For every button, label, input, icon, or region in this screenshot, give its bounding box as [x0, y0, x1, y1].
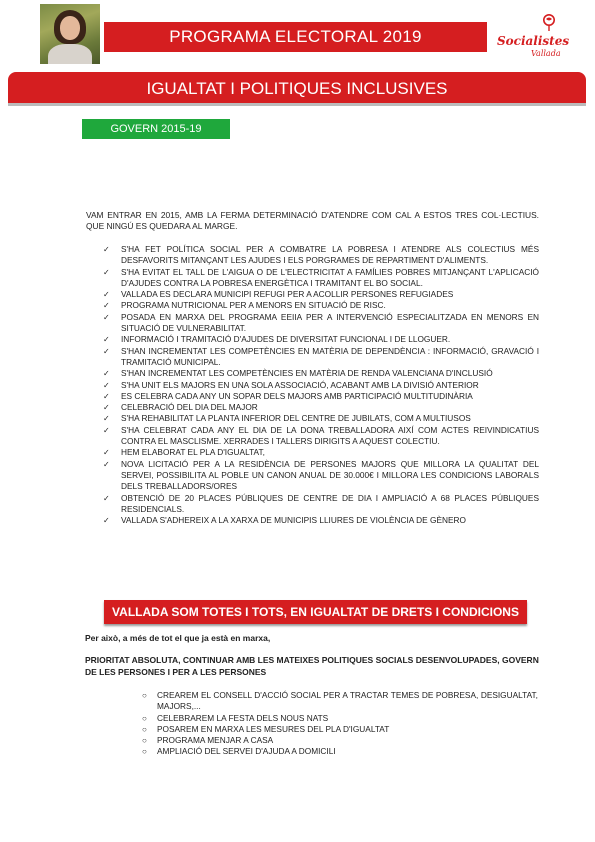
list-item-text: CELEBRAREM LA FESTA DELS NOUS NATS	[157, 712, 329, 723]
list-item-text: NOVA LICITACIÓ PER A LA RESIDÈNCIA DE PERSONES MAJORS QUE MILLORA LA QUALITAT DEL SERVEI, POSSIBILITA AL POBLE UN CANON ANUAL DE 30.000€ I MILLORA LES CONDICIONS LABORALS DELS TREBALLADORS/ORES	[121, 458, 539, 492]
check-icon: ✓	[103, 380, 110, 390]
intro-paragraph: VAM ENTRAR EN 2015, AMB LA FERMA DETERMINACIÓ D'ATENDRE COM CAL A ESTOS TRES COL·LECTIUS. QUE NINGÚ ES QUEDARA AL MARGE.	[86, 210, 539, 231]
list-item	[140, 724, 538, 735]
subsection-title: VALLADA SOM TOTES I TOTS, EN IGUALTAT DE DRETS I CONDICIONS	[104, 600, 527, 624]
circle-bullet-icon: ○	[142, 724, 147, 734]
list-item-text: S'HA FET POLÍTICA SOCIAL PER A COMBATRE LA POBRESA I ATENDRE ALS COLECTIUS MÉS DESFAVORITS MITANÇANT LES AJUDES I ELS PORGRAMES DE REPARTIMENT D'ALIMENTS.	[121, 244, 539, 266]
list-item-text: PROGRAMA MENJAR A CASA	[157, 735, 274, 746]
check-icon: ✓	[103, 425, 110, 435]
list-item	[100, 413, 539, 424]
check-icon: ✓	[103, 346, 110, 356]
list-item	[100, 346, 539, 369]
document-title: PROGRAMA ELECTORAL 2019	[104, 22, 487, 52]
party-logo	[497, 14, 571, 64]
list-item	[140, 690, 538, 713]
list-item	[100, 447, 539, 458]
list-item	[140, 735, 538, 746]
check-icon: ✓	[103, 448, 110, 458]
list-item-text: HEM ELABORAT EL PLA D'IGUALTAT,	[121, 447, 265, 458]
priority-text: PRIORITAT ABSOLUTA, CONTINUAR AMB LES MATEIXES POLITIQUES SOCIALS DESENVOLUPADES, GOVERN DE LES PERSONES I PER A LES PERSONES	[85, 655, 539, 677]
circle-bullet-icon: ○	[142, 691, 147, 700]
section-title: IGUALTAT I POLITIQUES INCLUSIVES	[8, 72, 586, 104]
check-icon: ✓	[103, 335, 110, 345]
logo-text: Socialistes	[497, 34, 570, 48]
list-item	[100, 402, 539, 413]
list-item-text: POSADA EN MARXA DEL PROGRAMA EEIIA PER A INTERVENCIÓ ESPECIALITZADA EN MENORS EN SITUACIÓ DE VULNERABILITAT.	[121, 311, 539, 334]
list-item-text: CELEBRACIÓ DEL DIA DEL MAJOR	[121, 402, 258, 413]
list-item	[100, 391, 539, 402]
list-item	[140, 713, 538, 724]
check-icon: ✓	[103, 391, 110, 401]
check-icon: ✓	[103, 369, 110, 379]
list-item-text: S'HA UNIT ELS MAJORS EN UNA SOLA ASSOCIACIÓ, ACABANT AMB LA DIVISIÓ ANTERIOR	[121, 379, 479, 390]
list-item	[140, 746, 538, 757]
list-item-text: POSAREM EN MARXA LES MESURES DEL PLA D'IGUALTAT	[157, 723, 390, 734]
list-item	[100, 515, 539, 526]
period-badge: GOVERN 2015-19	[82, 119, 230, 139]
check-icon: ✓	[103, 516, 110, 526]
list-item	[100, 312, 539, 335]
list-item-text: CREAREM EL CONSELL D'ACCIÓ SOCIAL PER A TRACTAR TEMES DE POBRESA, DESIGUALTAT, MAJORS,...	[157, 690, 538, 712]
list-item	[100, 289, 539, 300]
check-icon: ✓	[103, 414, 110, 424]
check-icon: ✓	[103, 312, 110, 322]
list-item-text: ES CELEBRA CADA ANY UN SOPAR DELS MAJORS AMB PARTICIPACIÓ MULTITUDINÀRIA	[121, 390, 473, 401]
list-item	[100, 334, 539, 345]
list-item	[100, 493, 539, 516]
list-item-text: VALLADA S'ADHEREIX A LA XARXA DE MUNICIPIS LLIURES DE VIOLÈNCIA DE GÈNERO	[121, 515, 466, 526]
candidate-photo	[40, 4, 100, 64]
check-icon: ✓	[103, 245, 110, 254]
check-icon: ✓	[103, 301, 110, 311]
logo-subtitle: Vallada	[531, 49, 561, 58]
circle-bullet-icon: ○	[142, 736, 147, 746]
list-item-text: S'HAN INCREMENTAT LES COMPETÈNCIES EN MATÈRIA DE RENDA VALENCIANA D'INCLUSIÓ	[121, 368, 493, 379]
list-item	[100, 368, 539, 379]
list-item	[100, 380, 539, 391]
list-item	[100, 300, 539, 311]
list-item-text: S'HAN INCREMENTAT LES COMPETÈNCIES EN MATÈRIA DE DEPENDÈNCIA : INFORMACIÓ, GRAVACIÓ I TRAMITACIÓ MUNICIPAL.	[121, 345, 539, 367]
list-item	[100, 267, 539, 290]
check-icon: ✓	[103, 493, 110, 503]
list-item-text: S'HA REHABILITAT LA PLANTA INFERIOR DEL CENTRE DE JUBILATS, COM A MULTIUSOS	[121, 413, 471, 424]
check-icon: ✓	[103, 290, 110, 300]
commitments-list	[140, 690, 538, 758]
list-item	[100, 425, 539, 448]
list-item-text: OBTENCIÓ DE 20 PLACES PÚBLIQUES DE CENTRE DE DIA I AMPLIACIÓ A 68 PLACES PÚBLIQUES RESIDENCIALS.	[121, 492, 539, 514]
list-item-text: PROGRAMA NUTRICIONAL PER A MENORS EN SITUACIÓ DE RISC.	[121, 300, 386, 311]
list-item-text: AMPLIACIÓ DEL SERVEI D'AJUDA A DOMICILI	[157, 746, 336, 757]
check-icon: ✓	[103, 459, 110, 469]
list-item	[100, 244, 539, 267]
lead-text: Per això, a més de tot el que ja està en marxa,	[85, 633, 271, 643]
list-item-text: S'HA CELEBRAT CADA ANY EL DIA DE LA DONA TREBALLADORA AIXÍ COM ACTES REIVINDICATIUS CONTRA EL MASCLISME. XERRADES I TALLERS DIRIGITS A AQUEST COLECTIU.	[121, 424, 539, 447]
section-divider	[8, 103, 586, 106]
check-icon: ✓	[103, 267, 110, 277]
check-icon: ✓	[103, 403, 110, 413]
circle-bullet-icon: ○	[142, 747, 147, 757]
list-item-text: S'HA EVITAT EL TALL DE L'AIGUA O DE L'ELECTRICITAT A FAMÍLIES POBRES MITJANÇANT L'APLICACIÓ D'AJUDES CONTRA LA POBRESA ENERGÈTICA I TRAMITANT EL BO SOCIAL.	[121, 266, 539, 288]
circle-bullet-icon: ○	[142, 713, 147, 723]
rose-icon	[541, 14, 557, 32]
achievements-list	[100, 244, 539, 526]
list-item-text: INFORMACIÓ I TRAMITACIÓ D'AJUDES DE DIVERSITAT FUNCIONAL I DE LLOGUER.	[121, 334, 451, 345]
list-item	[100, 459, 539, 493]
list-item-text: VALLADA ES DECLARA MUNICIPI REFUGI PER A ACOLLIR PERSONES REFUGIADES	[121, 289, 454, 300]
